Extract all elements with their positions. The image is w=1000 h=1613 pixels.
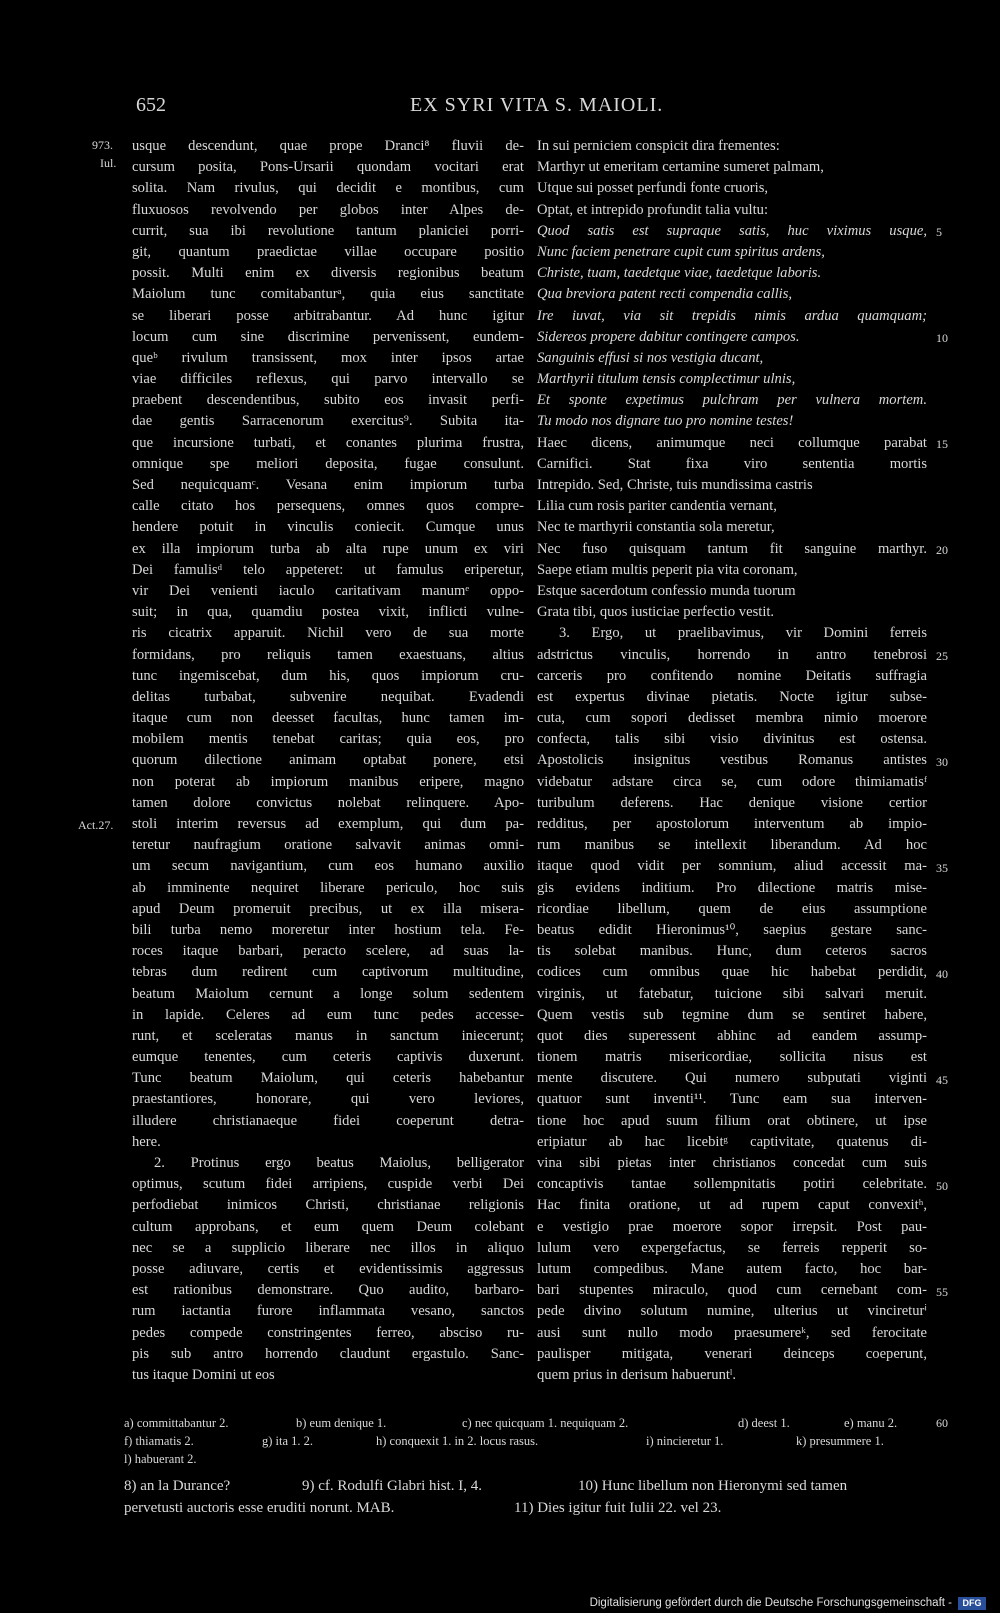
left-column-line: pis sub antro horrendo claudunt ergastulo. Sanc- bbox=[132, 1345, 524, 1362]
line-number: 35 bbox=[936, 860, 948, 875]
left-column-line: illudere christianaeque fidei coeperunt detra- bbox=[132, 1112, 524, 1129]
right-column-line: adstrictus vinculis, horrendo in antro tenebrosi bbox=[537, 646, 927, 663]
right-column-line: Sidereos propere dabitur contingere campos. bbox=[537, 328, 800, 345]
right-column-line: bari stupentes miraculo, quod cum cernebant com- bbox=[537, 1282, 927, 1299]
variant-note-i: i) nincieretur 1. bbox=[646, 1434, 724, 1448]
left-column-line: mobilem mentis tenebat caritas; quia eos, pro bbox=[132, 731, 524, 748]
right-column-line: Qua breviora patent recti compendia callis, bbox=[537, 286, 793, 303]
left-column-line: git, quantum praedictae villae occupare positio bbox=[132, 243, 524, 260]
editor-note-10: 10) Hunc libellum non Hieronymi sed tamen bbox=[578, 1478, 848, 1494]
left-column-line: teretur naufragium oratione salvavit animas omni- bbox=[132, 837, 524, 854]
right-column-line: virginis, ut fatebatur, tuicione sibi salvari meruit. bbox=[537, 985, 927, 1002]
right-column-line: Nec te marthyrii constantia sola meretur, bbox=[537, 519, 775, 536]
line-number: 20 bbox=[936, 542, 948, 557]
left-column-line: 2. Protinus ergo beatus Maiolus, belligerator bbox=[154, 1155, 524, 1171]
right-column-line: Intrepido. Sed, Christe, tuis mundissima castris bbox=[537, 477, 813, 493]
right-column-line: redditus, per apostolorum interventum ab impio- bbox=[537, 816, 927, 832]
variant-note-g: g) ita 1. 2. bbox=[262, 1434, 314, 1448]
right-column-line: Haec dicens, animumque neci collumque parabat bbox=[537, 434, 927, 451]
right-column-line: Utque sui posset perfundi fonte cruoris, bbox=[537, 180, 769, 197]
right-column-line: lulum vero expergefactus, se ferreis repperit so- bbox=[537, 1239, 927, 1256]
left-column-line: here. bbox=[132, 1133, 161, 1150]
left-column-line: posse adiuvare, certis et evidentissimis aggressus bbox=[132, 1260, 524, 1277]
editor-note-10-continued: pervetusti auctoris esse eruditi norunt. MAB. bbox=[124, 1500, 395, 1516]
right-column-line: tione hoc apud suum filium orat obtinere, ut ipse bbox=[537, 1112, 927, 1129]
right-column-line: eripiatur ab hac licebitᵍ captivitate, quatenus di- bbox=[537, 1133, 927, 1150]
left-column-line: tebras dum redirent cum captivorum multitudine, bbox=[132, 964, 524, 981]
line-number: 50 bbox=[936, 1178, 948, 1193]
right-column-line: quatuor sunt inventi¹¹. Tunc eam sua interven- bbox=[537, 1091, 927, 1108]
right-column-line: Marthyrii titulum tensis complectimur ulnis, bbox=[537, 371, 796, 388]
left-column-line: locum cum sine discrimine pervenissent, eundem- bbox=[132, 328, 524, 345]
digitization-credit: Digitalisierung gefördert durch die Deutsche Forschungsgemeinschaft - bbox=[589, 1597, 952, 1609]
right-column-line: vina sibi pietas inter christianos concedat cum suis bbox=[537, 1155, 927, 1171]
right-column-line: Nunc faciem penetrare cupit cum spiritus ardens, bbox=[537, 243, 825, 260]
left-column-line: roces itaque barbari, peracto scelere, ad suas la- bbox=[132, 943, 524, 960]
left-column-line: Maiolum tunc comitabanturᵃ, quia eius sanctitate bbox=[132, 286, 524, 303]
right-column-line: Saepe etiam multis peperit pia vita coronam, bbox=[537, 561, 798, 578]
right-column-line: Quem vestis sub tegmine dum se sentiret habere, bbox=[537, 1006, 927, 1023]
left-column-line: cursum posita, Pons-Ursarii quondam vocitari erat bbox=[132, 159, 524, 176]
right-column-line: codices cum omnibus quae hic habebat perdidit, bbox=[537, 964, 927, 981]
right-column-line: Estque sacerdotum confessio munda tuorum bbox=[537, 582, 796, 599]
variant-note-c: c) nec quicquam 1. nequiquam 2. bbox=[462, 1416, 629, 1430]
left-column-line: pedes compede constringentes ferreo, absciso ru- bbox=[132, 1324, 524, 1341]
left-text-column bbox=[132, 136, 524, 1386]
right-column-line: est expertus divinae pietatis. Nocte igitur subse- bbox=[537, 688, 927, 705]
right-column-line: carceris pro confitendo nomine Deitatis suffragia bbox=[537, 667, 927, 684]
left-column-line: vir Dei venienti iaculo caritativam manumᵉ oppo- bbox=[132, 582, 524, 599]
line-number: 25 bbox=[936, 648, 948, 663]
right-column-line: Et sponte expetimus pulchram per vulnera mortem. bbox=[537, 392, 927, 409]
left-column-line: tus itaque Domini ut eos bbox=[132, 1366, 275, 1383]
right-column-line: ricordiae libellum, quem de eius assumptione bbox=[537, 900, 927, 917]
right-column-line: Quod satis est supraque satis, huc viximus usque, bbox=[537, 222, 927, 239]
right-column-line: cuta, cum sopori dedisset membra nimio moerore bbox=[537, 710, 927, 727]
line-number: 55 bbox=[936, 1284, 948, 1299]
right-column-line: paulisper mitigata, venerari deinceps coeperunt, bbox=[537, 1345, 927, 1362]
right-column-line: rum manibus se intellexit liberandum. Ad hoc bbox=[537, 837, 927, 854]
left-column-line: optimus, scutum fidei arripiens, cuspide verbi Dei bbox=[132, 1176, 524, 1193]
left-column-line: currit, sua ibi revolutione tantum planiciei porri- bbox=[132, 222, 524, 239]
left-column-line: tamen dolore convictus nolebat relinquere. Apo- bbox=[132, 794, 524, 811]
right-column-line: tionem matris misericordiae, sollicita nisus est bbox=[537, 1049, 927, 1066]
variant-note-e: e) manu 2. bbox=[844, 1416, 898, 1430]
right-column-line: confecta, talis sibi visio divinitus est ostensa. bbox=[537, 731, 927, 748]
variant-note-l: l) habuerant 2. bbox=[124, 1452, 197, 1466]
right-column-line: videbatur adstare circa se, cum odore thimiamatisᶠ bbox=[537, 773, 927, 790]
left-column-line: omnique spe meliori deposita, fugae consulunt. bbox=[132, 455, 524, 472]
variant-note-h: h) conquexit 1. in 2. locus rasus. bbox=[376, 1434, 539, 1448]
right-text-column bbox=[537, 136, 927, 1386]
right-column-line: In sui perniciem conspicit dira frementes: bbox=[537, 138, 780, 154]
left-column-line: praestantiores, honorare, qui vero leviores, bbox=[132, 1091, 524, 1108]
left-column-line: queᵇ rivulum transissent, mox inter ipsos artae bbox=[132, 349, 524, 366]
right-column-line: Marthyr ut emeritam certamine sumeret palmam, bbox=[537, 159, 824, 176]
left-column-line: hendere potuit in vinculis coniecit. Cumque unus bbox=[132, 519, 524, 536]
right-column-line: quot dies superessent abhinc ad eandem assump- bbox=[537, 1027, 927, 1044]
right-column-line: Christe, tuam, taedetque viae, taedetque laboris. bbox=[537, 265, 822, 282]
left-column-line: delitas turbabat, subvenire nequibat. Evadendi bbox=[132, 688, 524, 705]
right-column-line: e vestigio prae moerore sopor irrepsit. Post pau- bbox=[537, 1218, 927, 1235]
left-column-line: non poterat ab impiorum manibus eripere, magno bbox=[132, 773, 524, 790]
right-column-line: Apostolicis insignitus vestibus Romanus antistes bbox=[537, 752, 927, 769]
margin-act-reference: Act.27. bbox=[78, 818, 114, 832]
right-column-line: 3. Ergo, ut praelibavimus, vir Domini ferreis bbox=[559, 625, 927, 642]
right-column-line: itaque quod vidit per somnium, aliud accessit ma- bbox=[537, 858, 927, 875]
right-column-line: gis evidens inditium. Pro dilectione matris mise- bbox=[537, 879, 927, 896]
page-number: 652 bbox=[136, 94, 166, 116]
left-column-line: est rationibus demonstrare. Quo audito, barbaro- bbox=[132, 1282, 524, 1299]
right-column-line: Lilia cum rosis pariter candentia vernant, bbox=[537, 498, 777, 515]
right-column-line: turibulum deferens. Hac denique visione certior bbox=[537, 794, 927, 811]
right-column-line: beatus edidit Hieronimus¹⁰, saepius gestare sanc- bbox=[537, 921, 927, 938]
margin-month: Iul. bbox=[100, 156, 117, 170]
left-column-line: dae gentis Sarracenorum exercitus⁹. Subita ita- bbox=[132, 413, 524, 430]
dfg-logo: DFG bbox=[958, 1597, 986, 1610]
variant-note-k: k) presummere 1. bbox=[796, 1434, 884, 1448]
left-column-line: in lapide. Celeres ad eum tunc pedes accesse- bbox=[132, 1006, 524, 1023]
right-column-line: Carnifici. Stat fixa viro sententia mortis bbox=[537, 455, 927, 472]
left-column-line: cultum approbans, et eum quem Deum colebant bbox=[132, 1218, 524, 1235]
line-number: 5 bbox=[936, 224, 942, 239]
variant-note-a: a) committabantur 2. bbox=[124, 1416, 229, 1430]
variant-note-b: b) eum denique 1. bbox=[296, 1416, 387, 1430]
right-column-line: tis solebat manibus. Hunc, dum ceteros sacros bbox=[537, 943, 927, 960]
line-number: 60 bbox=[936, 1416, 948, 1430]
left-column-line: tunc ingemiscebat, dum his, quos impiorum cru- bbox=[132, 667, 524, 684]
right-column-line: concaptivis tantae sollempnitatis potiri celebritate. bbox=[537, 1176, 927, 1193]
left-column-line: beatum Maiolum cernunt a longe solum sedentem bbox=[132, 985, 524, 1002]
editor-note-9: 9) cf. Rodulfi Glabri hist. I, 4. bbox=[302, 1478, 482, 1494]
right-column-line: Grata tibi, quos iusticiae perfectio vestit. bbox=[537, 604, 775, 621]
line-number: 45 bbox=[936, 1072, 948, 1087]
left-column-line: Tunc beatum Maiolum, qui ceteris habebantur bbox=[132, 1070, 524, 1087]
left-column-line: bili turba nemo moreretur inter hostium tela. Fe- bbox=[132, 921, 524, 938]
left-column-line: perfodiebat inimicos Christi, christianae religionis bbox=[132, 1197, 524, 1214]
left-column-line: usque descendunt, quae prope Dranci⁸ fluvii de- bbox=[132, 138, 524, 154]
left-column-line: fluxuosos revolvendo per globos inter Alpes de- bbox=[132, 201, 524, 218]
right-column-line: Ire iuvat, via sit trepidis nimis ardua quamquam; bbox=[537, 307, 927, 324]
left-column-line: Sed nequicquamᶜ. Vesana enim impiorum turba bbox=[132, 477, 524, 493]
left-column-line: que incursione turbati, et conantes plurima frustra, bbox=[132, 434, 524, 451]
line-number: 30 bbox=[936, 754, 948, 769]
right-column-line: quem prius in derisum habueruntˡ. bbox=[537, 1366, 736, 1383]
right-column-line: lutum compedibus. Mane autem facto, hoc bar- bbox=[537, 1260, 927, 1277]
right-column-line: Nec fuso quisquam tantum fit sanguine marthyr. bbox=[537, 540, 927, 557]
left-column-line: ris cicatrix apparuit. Nichil vero de sua morte bbox=[132, 625, 524, 642]
left-column-line: solita. Nam rivulus, qui decidit e montibus, cum bbox=[132, 180, 524, 197]
running-header bbox=[0, 94, 1000, 124]
right-column-line: mente discutere. Qui numero subputati viginti bbox=[537, 1070, 927, 1087]
line-number: 40 bbox=[936, 966, 948, 981]
variant-note-d: d) deest 1. bbox=[738, 1416, 790, 1430]
margin-year: 973. bbox=[92, 138, 113, 152]
left-column-line: praebent descendentibus, subito eos invasit perfi- bbox=[132, 392, 524, 409]
left-column-line: ab imminente nequiret liberare periculo, hoc suis bbox=[132, 879, 524, 896]
left-column-line: viae difficiles reflexus, qui parvo intervallo se bbox=[132, 371, 524, 388]
left-column-line: suit; in qua, quamdiu postea vixit, inflicti vulne- bbox=[132, 604, 524, 621]
left-column-line: ex illa impiorum turba ab alta rupe unum ex viri bbox=[132, 540, 524, 557]
right-column-line: Sanguinis effusi si nos vestigia ducant, bbox=[537, 349, 764, 366]
left-column-line: stoli interim reversus ad exemplum, qui dum pa- bbox=[132, 816, 524, 832]
line-number: 15 bbox=[936, 436, 948, 451]
left-column-line: Dei famulisᵈ telo appeteret: ut famulus eriperetur, bbox=[132, 561, 524, 578]
left-column-line: se liberari posse arbitrabantur. Ad hunc igitur bbox=[132, 307, 524, 324]
left-column-line: eumque tenentes, cum ceteris captivis duxerunt. bbox=[132, 1049, 524, 1066]
editor-note-11: 11) Dies igitur fuit Iulii 22. vel 23. bbox=[514, 1500, 722, 1516]
left-column-line: itaque cum non deesset facultas, hunc tamen im- bbox=[132, 710, 524, 727]
left-column-line: possit. Multi enim ex diversis regionibus beatum bbox=[132, 265, 524, 282]
line-number: 10 bbox=[936, 330, 948, 345]
left-column-line: um secum navigantium, cum eos humano auxilio bbox=[132, 858, 524, 875]
right-column-line: Tu modo nos dignare tuo pro nomine testes! bbox=[537, 413, 794, 430]
right-column-line: pede divino solutum numine, ulterius ut vincireturⁱ bbox=[537, 1303, 927, 1320]
variant-note-f: f) thiamatis 2. bbox=[124, 1434, 194, 1448]
right-column-line: Optat, et intrepido profundit talia vultu: bbox=[537, 201, 769, 218]
left-column-line: nec se a supplicio liberare nec illos in aliquo bbox=[132, 1239, 524, 1256]
left-column-line: calle citato hos persequens, omnes quos compre- bbox=[132, 498, 524, 515]
right-column-line: Hac finita oratione, ut ad rupem caput convexitʰ, bbox=[537, 1197, 927, 1214]
left-column-line: rum iactantia furore inflammata vesano, sanctos bbox=[132, 1303, 524, 1320]
left-column-line: runt, et sceleratas manus in sanctum iniecerunt; bbox=[132, 1027, 524, 1044]
editor-note-8: 8) an la Durance? bbox=[124, 1478, 231, 1494]
running-title: EX SYRI VITA S. MAIOLI. bbox=[410, 94, 664, 116]
left-column-line: formidans, pro reliquis tamen exaestuans, altius bbox=[132, 646, 524, 663]
left-column-line: apud Deum promeruit precibus, ut ex illa misera- bbox=[132, 900, 524, 917]
left-column-line: quorum dilectione animam optabat ponere, etsi bbox=[132, 752, 524, 769]
right-column-line: ausi sunt nullo modo praesumereᵏ, sed ferocitate bbox=[537, 1324, 927, 1341]
